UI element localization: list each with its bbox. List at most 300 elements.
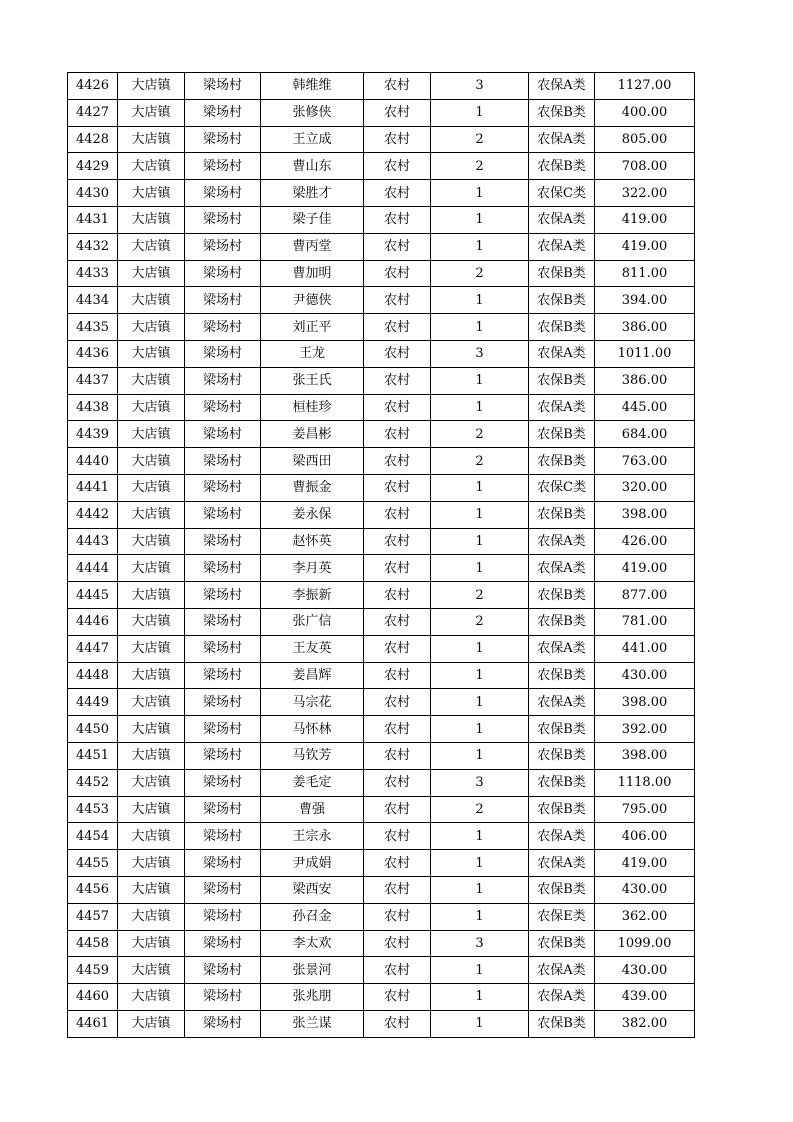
insurance-category-cell: 农保B类	[529, 769, 595, 796]
insurance-category-cell: 农保B类	[529, 448, 595, 475]
table-row	[68, 367, 695, 394]
village-cell: 梁场村	[185, 340, 261, 367]
name-cell: 曹振金	[261, 474, 364, 501]
residence-type-cell: 农村	[364, 474, 431, 501]
name-cell: 桓桂珍	[261, 394, 364, 421]
row-number-cell: 4436	[68, 340, 118, 367]
amount-cell: 426.00	[595, 528, 695, 555]
household-size-cell: 1	[431, 233, 529, 260]
town-cell: 大店镇	[118, 314, 185, 341]
town-cell: 大店镇	[118, 957, 185, 984]
residence-type-cell: 农村	[364, 903, 431, 930]
row-number-cell: 4439	[68, 421, 118, 448]
town-cell: 大店镇	[118, 662, 185, 689]
town-cell: 大店镇	[118, 608, 185, 635]
row-number-cell: 4426	[68, 73, 118, 100]
household-size-cell: 1	[431, 555, 529, 582]
residence-type-cell: 农村	[364, 73, 431, 100]
amount-cell: 398.00	[595, 501, 695, 528]
insurance-category-cell: 农保A类	[529, 689, 595, 716]
amount-cell: 1099.00	[595, 930, 695, 957]
amount-cell: 419.00	[595, 850, 695, 877]
amount-cell: 430.00	[595, 662, 695, 689]
town-cell: 大店镇	[118, 689, 185, 716]
row-number-cell: 4452	[68, 769, 118, 796]
residence-type-cell: 农村	[364, 769, 431, 796]
insurance-category-cell: 农保B类	[529, 796, 595, 823]
residence-type-cell: 农村	[364, 260, 431, 287]
row-number-cell: 4427	[68, 99, 118, 126]
name-cell: 梁西田	[261, 448, 364, 475]
village-cell: 梁场村	[185, 180, 261, 207]
household-size-cell: 1	[431, 662, 529, 689]
table-row	[68, 180, 695, 207]
town-cell: 大店镇	[118, 850, 185, 877]
residence-type-cell: 农村	[364, 608, 431, 635]
town-cell: 大店镇	[118, 823, 185, 850]
household-size-cell: 3	[431, 769, 529, 796]
village-cell: 梁场村	[185, 689, 261, 716]
town-cell: 大店镇	[118, 903, 185, 930]
name-cell: 曹山东	[261, 153, 364, 180]
table-row	[68, 233, 695, 260]
row-number-cell: 4429	[68, 153, 118, 180]
table-row	[68, 340, 695, 367]
row-number-cell: 4441	[68, 474, 118, 501]
residence-type-cell: 农村	[364, 126, 431, 153]
village-cell: 梁场村	[185, 957, 261, 984]
row-number-cell: 4450	[68, 716, 118, 743]
table-row	[68, 314, 695, 341]
village-cell: 梁场村	[185, 903, 261, 930]
row-number-cell: 4430	[68, 180, 118, 207]
amount-cell: 877.00	[595, 582, 695, 609]
village-cell: 梁场村	[185, 850, 261, 877]
residence-type-cell: 农村	[364, 582, 431, 609]
name-cell: 张景河	[261, 957, 364, 984]
insurance-category-cell: 农保B类	[529, 153, 595, 180]
village-cell: 梁场村	[185, 742, 261, 769]
insurance-category-cell: 农保B类	[529, 742, 595, 769]
residence-type-cell: 农村	[364, 394, 431, 421]
village-cell: 梁场村	[185, 716, 261, 743]
town-cell: 大店镇	[118, 153, 185, 180]
household-size-cell: 1	[431, 474, 529, 501]
household-size-cell: 2	[431, 608, 529, 635]
table-row	[68, 662, 695, 689]
residence-type-cell: 农村	[364, 448, 431, 475]
insurance-category-cell: 农保A类	[529, 555, 595, 582]
row-number-cell: 4437	[68, 367, 118, 394]
residence-type-cell: 农村	[364, 421, 431, 448]
amount-cell: 419.00	[595, 233, 695, 260]
residence-type-cell: 农村	[364, 287, 431, 314]
amount-cell: 430.00	[595, 876, 695, 903]
insurance-category-cell: 农保B类	[529, 421, 595, 448]
name-cell: 李振新	[261, 582, 364, 609]
insurance-category-cell: 农保B类	[529, 314, 595, 341]
name-cell: 姜永保	[261, 501, 364, 528]
town-cell: 大店镇	[118, 394, 185, 421]
village-cell: 梁场村	[185, 474, 261, 501]
table-row	[68, 716, 695, 743]
residence-type-cell: 农村	[364, 716, 431, 743]
name-cell: 姜毛定	[261, 769, 364, 796]
insurance-category-cell: 农保B类	[529, 716, 595, 743]
row-number-cell: 4431	[68, 206, 118, 233]
household-size-cell: 1	[431, 689, 529, 716]
household-size-cell: 1	[431, 99, 529, 126]
amount-cell: 386.00	[595, 367, 695, 394]
row-number-cell: 4449	[68, 689, 118, 716]
table-row	[68, 73, 695, 100]
household-size-cell: 2	[431, 421, 529, 448]
residence-type-cell: 农村	[364, 180, 431, 207]
table-row	[68, 984, 695, 1011]
village-cell: 梁场村	[185, 984, 261, 1011]
row-number-cell: 4440	[68, 448, 118, 475]
town-cell: 大店镇	[118, 555, 185, 582]
name-cell: 曹强	[261, 796, 364, 823]
insurance-category-cell: 农保C类	[529, 474, 595, 501]
amount-cell: 382.00	[595, 1010, 695, 1037]
town-cell: 大店镇	[118, 984, 185, 1011]
insurance-category-cell: 农保B类	[529, 930, 595, 957]
amount-cell: 398.00	[595, 689, 695, 716]
amount-cell: 386.00	[595, 314, 695, 341]
amount-cell: 406.00	[595, 823, 695, 850]
village-cell: 梁场村	[185, 1010, 261, 1037]
household-size-cell: 1	[431, 984, 529, 1011]
residence-type-cell: 农村	[364, 662, 431, 689]
village-cell: 梁场村	[185, 421, 261, 448]
table-body	[68, 73, 695, 1038]
name-cell: 曹丙堂	[261, 233, 364, 260]
village-cell: 梁场村	[185, 635, 261, 662]
village-cell: 梁场村	[185, 314, 261, 341]
household-size-cell: 1	[431, 957, 529, 984]
town-cell: 大店镇	[118, 796, 185, 823]
household-size-cell: 2	[431, 582, 529, 609]
residence-type-cell: 农村	[364, 555, 431, 582]
residence-type-cell: 农村	[364, 957, 431, 984]
table-row	[68, 153, 695, 180]
town-cell: 大店镇	[118, 474, 185, 501]
household-size-cell: 2	[431, 448, 529, 475]
table-row	[68, 850, 695, 877]
amount-cell: 392.00	[595, 716, 695, 743]
amount-cell: 1127.00	[595, 73, 695, 100]
row-number-cell: 4446	[68, 608, 118, 635]
town-cell: 大店镇	[118, 367, 185, 394]
residence-type-cell: 农村	[364, 367, 431, 394]
village-cell: 梁场村	[185, 206, 261, 233]
village-cell: 梁场村	[185, 662, 261, 689]
residence-type-cell: 农村	[364, 1010, 431, 1037]
village-cell: 梁场村	[185, 448, 261, 475]
village-cell: 梁场村	[185, 153, 261, 180]
town-cell: 大店镇	[118, 206, 185, 233]
amount-cell: 362.00	[595, 903, 695, 930]
table-row	[68, 930, 695, 957]
household-size-cell: 2	[431, 796, 529, 823]
village-cell: 梁场村	[185, 823, 261, 850]
town-cell: 大店镇	[118, 635, 185, 662]
name-cell: 韩维维	[261, 73, 364, 100]
household-size-cell: 1	[431, 394, 529, 421]
village-cell: 梁场村	[185, 608, 261, 635]
amount-cell: 708.00	[595, 153, 695, 180]
residence-type-cell: 农村	[364, 930, 431, 957]
table-row	[68, 1010, 695, 1037]
village-cell: 梁场村	[185, 73, 261, 100]
table-row	[68, 501, 695, 528]
village-cell: 梁场村	[185, 582, 261, 609]
residence-type-cell: 农村	[364, 796, 431, 823]
household-size-cell: 1	[431, 823, 529, 850]
table-row	[68, 957, 695, 984]
insurance-category-cell: 农保A类	[529, 850, 595, 877]
village-cell: 梁场村	[185, 260, 261, 287]
row-number-cell: 4460	[68, 984, 118, 1011]
amount-cell: 322.00	[595, 180, 695, 207]
residence-type-cell: 农村	[364, 99, 431, 126]
household-size-cell: 1	[431, 314, 529, 341]
row-number-cell: 4459	[68, 957, 118, 984]
village-cell: 梁场村	[185, 233, 261, 260]
amount-cell: 419.00	[595, 206, 695, 233]
table-row	[68, 582, 695, 609]
town-cell: 大店镇	[118, 742, 185, 769]
insurance-category-cell: 农保A类	[529, 233, 595, 260]
row-number-cell: 4454	[68, 823, 118, 850]
row-number-cell: 4432	[68, 233, 118, 260]
name-cell: 梁子佳	[261, 206, 364, 233]
household-size-cell: 1	[431, 635, 529, 662]
amount-cell: 441.00	[595, 635, 695, 662]
town-cell: 大店镇	[118, 1010, 185, 1037]
household-size-cell: 1	[431, 501, 529, 528]
row-number-cell: 4443	[68, 528, 118, 555]
insurance-category-cell: 农保A类	[529, 394, 595, 421]
residence-type-cell: 农村	[364, 635, 431, 662]
name-cell: 尹德侠	[261, 287, 364, 314]
name-cell: 刘正平	[261, 314, 364, 341]
insurance-category-cell: 农保E类	[529, 903, 595, 930]
name-cell: 马钦芳	[261, 742, 364, 769]
household-size-cell: 1	[431, 528, 529, 555]
village-cell: 梁场村	[185, 99, 261, 126]
residence-type-cell: 农村	[364, 340, 431, 367]
row-number-cell: 4451	[68, 742, 118, 769]
village-cell: 梁场村	[185, 501, 261, 528]
table-row	[68, 903, 695, 930]
name-cell: 张王氏	[261, 367, 364, 394]
insurance-category-cell: 农保A类	[529, 635, 595, 662]
village-cell: 梁场村	[185, 876, 261, 903]
town-cell: 大店镇	[118, 582, 185, 609]
town-cell: 大店镇	[118, 769, 185, 796]
row-number-cell: 4458	[68, 930, 118, 957]
household-size-cell: 2	[431, 260, 529, 287]
residence-type-cell: 农村	[364, 823, 431, 850]
name-cell: 姜昌辉	[261, 662, 364, 689]
insurance-category-cell: 农保B类	[529, 260, 595, 287]
town-cell: 大店镇	[118, 930, 185, 957]
name-cell: 尹成娟	[261, 850, 364, 877]
household-size-cell: 1	[431, 716, 529, 743]
amount-cell: 445.00	[595, 394, 695, 421]
row-number-cell: 4435	[68, 314, 118, 341]
residence-type-cell: 农村	[364, 528, 431, 555]
household-size-cell: 1	[431, 367, 529, 394]
household-size-cell: 1	[431, 1010, 529, 1037]
insurance-category-cell: 农保A类	[529, 823, 595, 850]
table-row	[68, 608, 695, 635]
household-size-cell: 1	[431, 287, 529, 314]
insurance-category-cell: 农保A类	[529, 957, 595, 984]
town-cell: 大店镇	[118, 340, 185, 367]
table-row	[68, 769, 695, 796]
name-cell: 王立成	[261, 126, 364, 153]
name-cell: 李太欢	[261, 930, 364, 957]
row-number-cell: 4444	[68, 555, 118, 582]
row-number-cell: 4448	[68, 662, 118, 689]
amount-cell: 394.00	[595, 287, 695, 314]
table-row	[68, 555, 695, 582]
document-page	[67, 72, 695, 1038]
insurance-category-cell: 农保A类	[529, 984, 595, 1011]
village-cell: 梁场村	[185, 287, 261, 314]
residence-type-cell: 农村	[364, 233, 431, 260]
name-cell: 张修侠	[261, 99, 364, 126]
household-size-cell: 1	[431, 850, 529, 877]
amount-cell: 1118.00	[595, 769, 695, 796]
row-number-cell: 4442	[68, 501, 118, 528]
village-cell: 梁场村	[185, 930, 261, 957]
town-cell: 大店镇	[118, 448, 185, 475]
name-cell: 王友英	[261, 635, 364, 662]
amount-cell: 400.00	[595, 99, 695, 126]
village-cell: 梁场村	[185, 126, 261, 153]
name-cell: 梁西安	[261, 876, 364, 903]
village-cell: 梁场村	[185, 528, 261, 555]
insurance-category-cell: 农保B类	[529, 608, 595, 635]
insurance-category-cell: 农保B类	[529, 287, 595, 314]
row-number-cell: 4434	[68, 287, 118, 314]
amount-cell: 805.00	[595, 126, 695, 153]
insurance-category-cell: 农保A类	[529, 126, 595, 153]
name-cell: 王龙	[261, 340, 364, 367]
household-size-cell: 3	[431, 340, 529, 367]
town-cell: 大店镇	[118, 421, 185, 448]
town-cell: 大店镇	[118, 528, 185, 555]
table-row	[68, 796, 695, 823]
insurance-category-cell: 农保B类	[529, 582, 595, 609]
insurance-category-cell: 农保B类	[529, 367, 595, 394]
insurance-category-cell: 农保B类	[529, 99, 595, 126]
residence-type-cell: 农村	[364, 876, 431, 903]
household-size-cell: 1	[431, 903, 529, 930]
household-size-cell: 3	[431, 73, 529, 100]
amount-cell: 439.00	[595, 984, 695, 1011]
town-cell: 大店镇	[118, 501, 185, 528]
village-cell: 梁场村	[185, 796, 261, 823]
insurance-category-cell: 农保C类	[529, 180, 595, 207]
insurance-category-cell: 农保A类	[529, 206, 595, 233]
name-cell: 张广信	[261, 608, 364, 635]
amount-cell: 781.00	[595, 608, 695, 635]
table-row	[68, 421, 695, 448]
name-cell: 张兆朋	[261, 984, 364, 1011]
town-cell: 大店镇	[118, 180, 185, 207]
row-number-cell: 4455	[68, 850, 118, 877]
table-row	[68, 287, 695, 314]
row-number-cell: 4456	[68, 876, 118, 903]
table-row	[68, 635, 695, 662]
name-cell: 赵怀英	[261, 528, 364, 555]
table-row	[68, 394, 695, 421]
insurance-category-cell: 农保B类	[529, 662, 595, 689]
household-size-cell: 2	[431, 153, 529, 180]
town-cell: 大店镇	[118, 99, 185, 126]
table-row	[68, 206, 695, 233]
name-cell: 马宗花	[261, 689, 364, 716]
amount-cell: 1011.00	[595, 340, 695, 367]
amount-cell: 763.00	[595, 448, 695, 475]
residence-type-cell: 农村	[364, 206, 431, 233]
village-cell: 梁场村	[185, 769, 261, 796]
name-cell: 曹加明	[261, 260, 364, 287]
amount-cell: 430.00	[595, 957, 695, 984]
household-size-cell: 1	[431, 742, 529, 769]
table-row	[68, 474, 695, 501]
town-cell: 大店镇	[118, 716, 185, 743]
amount-cell: 795.00	[595, 796, 695, 823]
household-size-cell: 3	[431, 930, 529, 957]
insurance-category-cell: 农保B类	[529, 876, 595, 903]
village-cell: 梁场村	[185, 367, 261, 394]
household-size-cell: 1	[431, 180, 529, 207]
table-row	[68, 689, 695, 716]
insurance-category-cell: 农保A类	[529, 340, 595, 367]
table-row	[68, 528, 695, 555]
insurance-category-cell: 农保B类	[529, 501, 595, 528]
table-row	[68, 99, 695, 126]
table-row	[68, 823, 695, 850]
name-cell: 梁胜才	[261, 180, 364, 207]
row-number-cell: 4457	[68, 903, 118, 930]
row-number-cell: 4433	[68, 260, 118, 287]
village-cell: 梁场村	[185, 394, 261, 421]
row-number-cell: 4445	[68, 582, 118, 609]
amount-cell: 320.00	[595, 474, 695, 501]
village-cell: 梁场村	[185, 555, 261, 582]
name-cell: 张兰谋	[261, 1010, 364, 1037]
residence-type-cell: 农村	[364, 314, 431, 341]
residence-type-cell: 农村	[364, 501, 431, 528]
town-cell: 大店镇	[118, 876, 185, 903]
household-size-cell: 1	[431, 206, 529, 233]
name-cell: 王宗永	[261, 823, 364, 850]
name-cell: 马怀林	[261, 716, 364, 743]
residence-type-cell: 农村	[364, 689, 431, 716]
town-cell: 大店镇	[118, 126, 185, 153]
town-cell: 大店镇	[118, 260, 185, 287]
table-row	[68, 126, 695, 153]
amount-cell: 684.00	[595, 421, 695, 448]
row-number-cell: 4453	[68, 796, 118, 823]
